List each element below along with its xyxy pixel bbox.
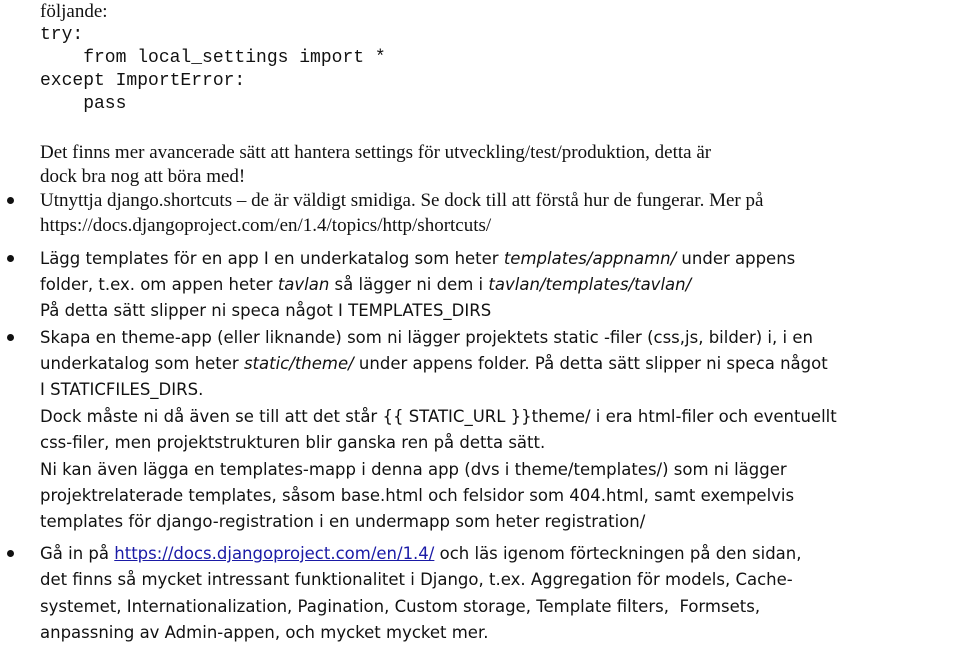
bullet3-line-5: css-filer, men projektstrukturen blir ganska ren på detta sätt. — [40, 433, 546, 452]
bullet4-line-2: det finns så mycket intressant funktionalitet i Django, t.ex. Aggregation för models, Cache- — [40, 570, 793, 589]
bullet4-line-3: systemet, Internationalization, Pagination, Custom storage, Template filters, Formsets, — [40, 597, 761, 616]
bullet4-line-1: Gå in på https://docs.djangoproject.com/en/1.4/ och läs igenom förteckningen på den sidan, — [40, 544, 802, 563]
bullet3-line-6: Ni kan även lägga en templates-mapp i denna app (dvs i theme/templates/) som ni lägger — [40, 460, 787, 479]
code-line-1: try: — [40, 25, 84, 45]
bullet1-line-2: https://docs.djangoproject.com/en/1.4/topics/http/shortcuts/ — [40, 215, 492, 236]
bullet2-line-1: Lägg templates för en app I en underkatalog som heter templates/appnamn/ under appens — [40, 249, 796, 268]
bullet3-line-1: Skapa en theme-app (eller liknande) som ni lägger projektets static -filer (css,js, bilder) i, i en — [40, 328, 813, 347]
bullet3-line-3: I STATICFILES_DIRS. — [40, 380, 204, 399]
paragraph-line-2: dock bra nog att böra med! — [40, 166, 246, 187]
bullet2-line-3: På detta sätt slipper ni speca något I TEMPLATES_DIRS — [40, 301, 492, 320]
code-line-2: from local_settings import * — [40, 48, 386, 68]
app-name-tavlan: tavlan — [277, 275, 330, 294]
bullet3-line-4: Dock måste ni då även se till att det står {{ STATIC_URL }}theme/ i era html-filer och eventuellt — [40, 407, 837, 426]
path-static-theme: static/theme/ — [243, 354, 354, 373]
bullet1-line-1: Utnyttja django.shortcuts – de är väldigt smidiga. Se dock till att förstå hur de fungerar. Mer på — [40, 190, 764, 211]
bullet2-line-2: folder, t.ex. om appen heter tavlan så lägger ni dem i tavlan/templates/tavlan/ — [40, 275, 692, 294]
bullet-marker — [7, 255, 14, 262]
code-line-3: except ImportError: — [40, 71, 246, 91]
bullet3-line-2: underkatalog som heter static/theme/ under appens folder. På detta sätt slipper ni speca något — [40, 354, 828, 373]
django-docs-link[interactable]: https://docs.djangoproject.com/en/1.4/ — [114, 544, 435, 563]
bullet-marker — [7, 197, 14, 204]
code-line-4: pass — [40, 94, 127, 114]
path-tavlan-templates: tavlan/templates/tavlan/ — [488, 275, 692, 294]
paragraph-line-1: Det finns mer avancerade sätt att hantera settings för utveckling/test/produktion, detta är — [40, 142, 712, 163]
bullet3-line-8: templates för django-registration i en undermapp som heter registration/ — [40, 512, 646, 531]
bullet4-line-4: anpassning av Admin-appen, och mycket mycket mer. — [40, 623, 489, 642]
intro-text: följande: — [40, 1, 108, 22]
bullet-marker — [7, 550, 14, 557]
path-templates-appnamn: templates/appnamn/ — [503, 249, 677, 268]
bullet3-line-7: projektrelaterade templates, såsom base.html och felsidor som 404.html, samt exempelvis — [40, 486, 795, 505]
bullet-marker — [7, 334, 14, 341]
